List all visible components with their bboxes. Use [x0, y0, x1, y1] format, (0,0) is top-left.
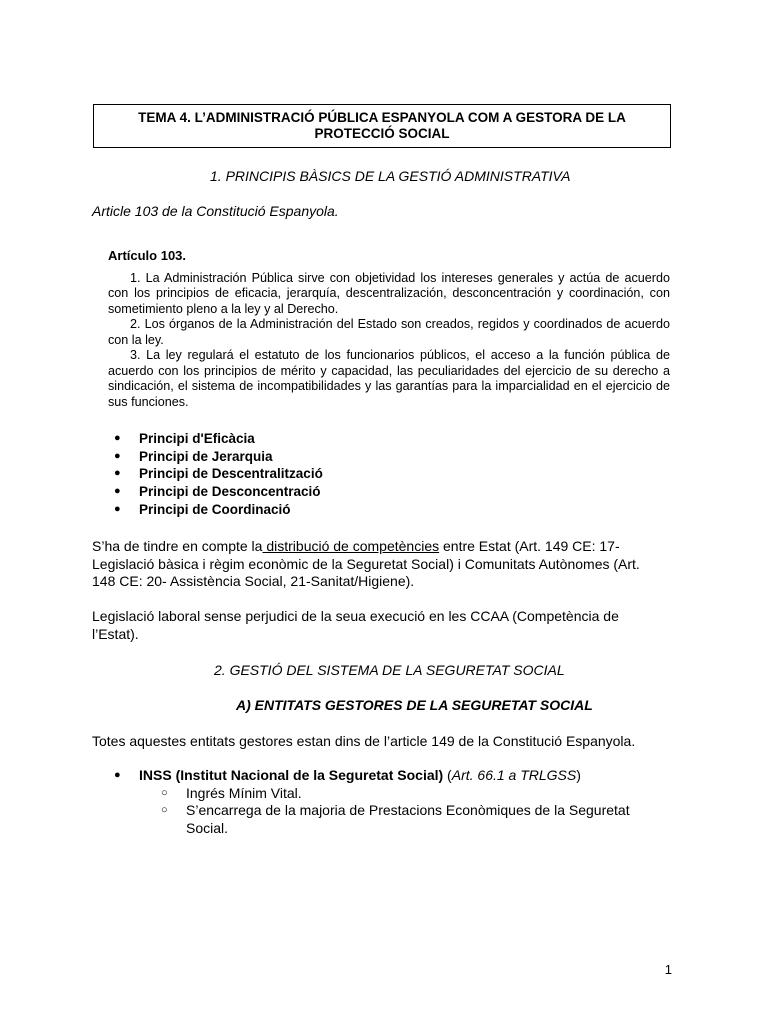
bullet-icon: ● [114, 467, 121, 480]
document-title-box [93, 104, 671, 148]
entities-intro: Totes aquestes entitats gestores estan dins de l’article 149 de la Constitució Espanyola. [92, 733, 636, 749]
inss-ref: Art. 66.1 a TRLGSS [451, 767, 577, 783]
article-103-quote [108, 248, 670, 410]
principle-label: Principi de Jerarquia [139, 448, 273, 464]
principle-label: Principi de Descentralització [139, 466, 323, 482]
list-item [114, 448, 323, 466]
bullet-icon: ● [114, 485, 121, 498]
circle-bullet-icon: ○ [161, 786, 168, 799]
principle-label: Principi de Coordinació [139, 501, 291, 517]
quote-paragraph-2: 2. Los órganos de la Administración del Estado son creados, regidos y coordinados de acuerdo con la ley. [108, 317, 670, 347]
section-1-heading: 1. PRINCIPIS BÀSICS DE LA GESTIÓ ADMINISTRATIVA [210, 168, 571, 184]
list-item [161, 802, 654, 837]
inss-ref-open: ( [443, 767, 452, 783]
list-item [114, 465, 323, 483]
competences-pre: S’ha de tindre en compte la [92, 538, 263, 554]
title-line-2: PROTECCIÓ SOCIAL [314, 126, 450, 141]
list-item [114, 483, 323, 501]
inss-name: INSS (Institut Nacional de la Seguretat Social) [139, 767, 444, 783]
subsection-a-heading: A) ENTITATS GESTORES DE LA SEGURETAT SOCIAL [236, 697, 593, 713]
competences-link[interactable]: distribució de competències [262, 538, 440, 554]
competences-paragraph [92, 538, 662, 591]
quote-paragraph-1: 1. La Administración Pública sirve con objetividad los intereses generales y actúa de acuerdo con los principios de eficacia, jerarquía, descentralización, desconcentración y coordinación, con sometimiento pleno a la ley y al Derecho. [108, 270, 670, 316]
quote-paragraph-3: 3. La ley regulará el estatuto de los funcionarios públicos, el acceso a la función pública de acuerdo con los principios de mérito y capacidad, las peculiaridades del ejercicio de su derecho a sindicación, el sistema de incompatibilidades y las garantías para la imparcialidad en el ejercicio de sus funciones. [108, 348, 670, 409]
section-2-heading: 2. GESTIÓ DEL SISTEMA DE LA SEGURETAT SOCIAL [214, 662, 565, 678]
list-item [161, 785, 654, 803]
inss-item-text: Ingrés Mínim Vital. [186, 784, 302, 801]
bullet-icon: ● [114, 432, 121, 444]
article-reference-text: Article 103 de la Constitució Espanyola. [92, 203, 339, 219]
quote-title: Artículo 103. [108, 248, 187, 263]
article-reference [92, 203, 662, 221]
circle-bullet-icon: ○ [161, 804, 168, 816]
bullet-icon: ● [114, 502, 121, 515]
bullet-icon: ● [114, 769, 121, 781]
bullet-icon: ● [114, 449, 121, 462]
competences-post: entre Estat (Art. 149 CE: 17- Legislació bàsica i règim econòmic de la Seguretat Social) i Comunitats Autònomes (Art. 148 CE: 20- Assistència Social, 21-Sanitat/Higiene). [92, 538, 640, 589]
list-item [114, 501, 323, 519]
inss-item-text: S’encarrega de la majoria de Prestacions Econòmiques de la Seguretat Social. [186, 802, 630, 836]
inss-ref-close: ) [576, 767, 581, 783]
principles-list [114, 430, 323, 518]
title-line-1: TEMA 4. L’ADMINISTRACIÓ PÚBLICA ESPANYOLA COM A GESTORA DE LA [138, 110, 626, 125]
principle-label: Principi d'Eficàcia [139, 431, 255, 446]
labor-paragraph: Legislació laboral sense perjudici de la seua execució en les CCAA (Competència de l’Estat). [92, 608, 619, 642]
inss-entry [114, 767, 654, 837]
principle-label: Principi de Desconcentració [139, 484, 321, 500]
list-item [114, 430, 323, 448]
page-number: 1 [664, 962, 672, 977]
